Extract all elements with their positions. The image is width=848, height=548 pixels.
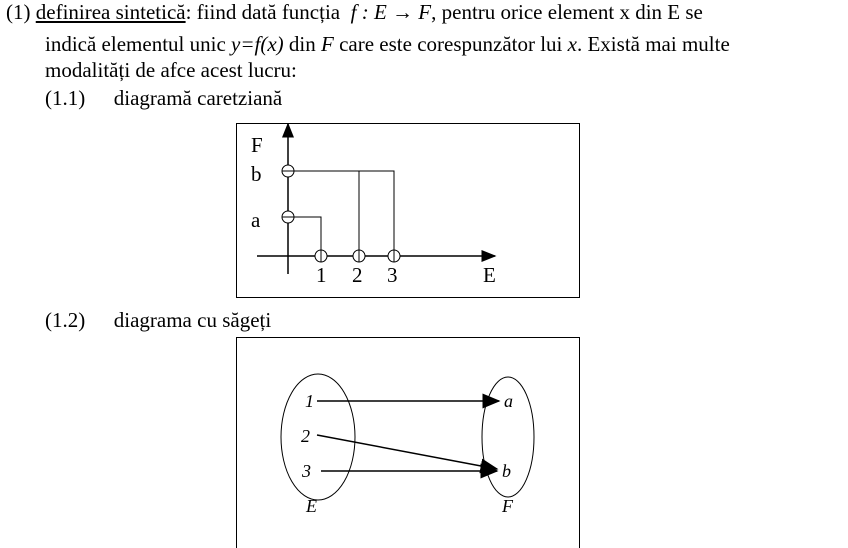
paragraph-line-3 [45,58,297,82]
mapping-line-1-a [288,217,321,256]
section-title: diagrama cu săgeți [113,308,272,332]
line2-set-f: F [321,32,334,56]
mapping-line-3-b [359,171,394,256]
line1-text-a: : fiind dată funcția [185,0,341,24]
section-number: (1.1) [45,86,86,110]
y-tick-label-a: a [251,208,261,232]
section-title: diagramă caretziană [113,86,283,110]
definition-term: definirea sintetică [35,0,186,24]
y-axis-label: F [251,133,263,157]
line2-var-x: x [567,32,577,56]
arrow-diagram [236,337,580,548]
line2-text-a: indică elementul unic [45,32,226,56]
line2-text-c: care este corespunzător lui [339,32,563,56]
domain-set-ellipse [281,374,355,500]
section-heading-arrows [45,308,271,332]
codomain-set-label: F [502,496,513,516]
line1-text-b: , pentru orice element x din E se [431,0,703,24]
codomain-element-b: b [502,461,511,481]
mapping-line-2-b [288,171,359,256]
paragraph-line-2 [45,32,730,56]
line2-text-d: . Există mai multe [576,32,730,56]
arrow-svg [237,338,579,538]
domain-element-2: 2 [301,426,310,446]
x-tick-label-2: 2 [352,263,363,287]
y-tick-label-b: b [251,162,262,186]
paragraph-line-1 [6,0,703,24]
domain-set-label: E [306,496,317,516]
cartesian-diagram [236,123,580,298]
domain-element-3: 3 [302,461,311,481]
section-heading-cartesian [45,86,282,110]
line2-text-b: din [288,32,316,56]
domain-element-1: 1 [305,391,314,411]
cartesian-svg [237,124,579,297]
paragraph-number: (1) [6,0,31,24]
formula-f: f [350,0,357,24]
formula-mapping: : E → F [356,0,432,24]
arrow-2-to-b [317,435,497,469]
section-number: (1.2) [45,308,86,332]
x-tick-label-1: 1 [316,263,327,287]
line3-text: modalități de afce acest lucru: [45,58,297,82]
x-tick-label-3: 3 [387,263,398,287]
x-axis-label: E [483,263,496,287]
line2-formula: y=f(x) [231,32,284,56]
codomain-element-a: a [504,391,513,411]
